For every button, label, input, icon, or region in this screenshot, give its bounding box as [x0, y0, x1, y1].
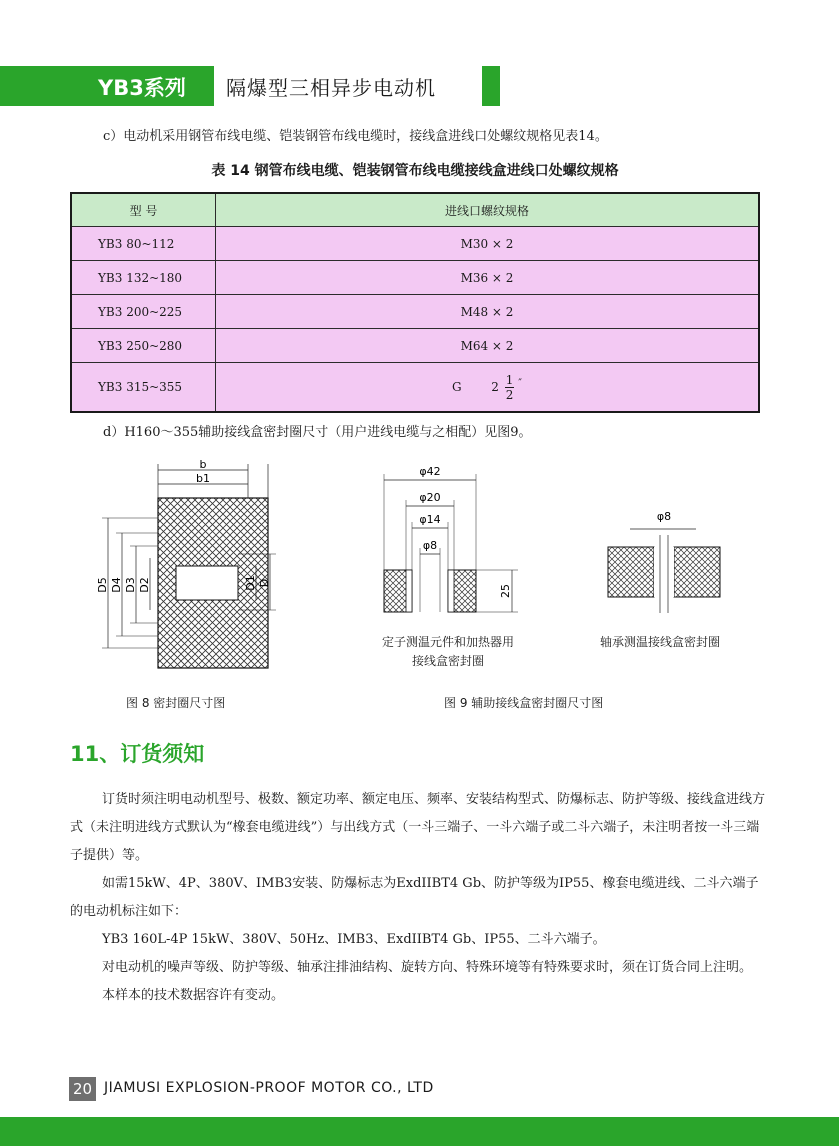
header-model: 型 号 — [71, 193, 216, 227]
table-row — [71, 329, 759, 363]
cell-model: YB3 80~112 — [71, 227, 216, 261]
cell-model: YB3 132~180 — [71, 261, 216, 295]
dim-height-25: 25 — [499, 584, 512, 598]
table-caption: 表 14 钢管布线电缆、铠装钢管布线电缆接线盒进线口处螺纹规格 — [211, 163, 619, 179]
cell-model: YB3 250~280 — [71, 329, 216, 363]
order-paragraph-4: 对电动机的噪声等级、防护等级、轴承注排油结构、旋转方向、特殊环境等有特殊要求时，须在订货合同上注明。 — [102, 960, 753, 975]
footer-company: JIAMUSI EXPLOSION-PROOF MOTOR CO., LTD — [104, 1080, 434, 1096]
page-number: 20 — [69, 1077, 96, 1101]
dim-d4: D4 — [110, 577, 123, 593]
dim-right-phi8: φ8 — [656, 510, 672, 523]
dim-phi20: φ20 — [419, 491, 441, 504]
spec-whole: 2 — [491, 379, 499, 394]
bearing-seal-left — [608, 547, 654, 597]
dim-d3: D3 — [124, 577, 137, 593]
section-title: 11、订货须知 — [70, 742, 205, 766]
table-header-row — [71, 193, 759, 227]
figure-8-caption: 图 8 密封圈尺寸图 — [126, 696, 226, 710]
footer-bar — [0, 1117, 839, 1146]
header-end-bar — [482, 66, 500, 106]
paragraph-d: d）H160～355辅助接线盒密封圈尺寸（用户进线电缆与之相配）见图9。 — [103, 425, 532, 440]
seal-inner-hole — [176, 566, 238, 600]
dim-b1: b1 — [196, 472, 210, 485]
order-paragraph-5: 本样本的技术数据容许有变动。 — [102, 988, 285, 1003]
figure-9-right-label: 轴承测温接线盒密封圈 — [599, 635, 720, 649]
figure-9-left-diagram — [372, 460, 532, 620]
dim-d1: D1 — [244, 575, 257, 591]
dim-d: D — [258, 578, 271, 588]
dim-phi42: φ42 — [419, 465, 441, 478]
figure-9-right-diagram — [600, 505, 730, 615]
spec-unit: ″ — [518, 377, 522, 389]
cell-model: YB3 200~225 — [71, 295, 216, 329]
order-paragraph-1: 订货时须注明电动机型号、极数、额定功率、额定电压、频率、安装结构型式、防爆标志、防护等级、接线盒进线方式（未注明进线方式默认为“橡套电缆进线”）与出线方式（一斗三端子、一斗六端子或二斗六端子，未注明者按一斗三端子提供）等。 — [70, 792, 766, 863]
spec-numerator: 1 — [505, 372, 514, 387]
cell-spec: M36 × 2 — [216, 261, 760, 295]
table-row — [71, 227, 759, 261]
dim-b: b — [199, 458, 207, 471]
dim-d5: D5 — [96, 577, 109, 593]
table-row — [71, 295, 759, 329]
thread-spec-table — [70, 192, 760, 413]
table-row — [71, 363, 759, 413]
page-header — [0, 66, 500, 106]
dim-phi14: φ14 — [419, 513, 441, 526]
header-spec: 进线口螺纹规格 — [216, 193, 760, 227]
cell-spec: M64 × 2 — [216, 329, 760, 363]
header-title: 隔爆型三相异步电动机 — [226, 76, 436, 100]
table-row — [71, 261, 759, 295]
cell-spec: M48 × 2 — [216, 295, 760, 329]
dim-d2: D2 — [138, 577, 151, 593]
order-paragraph-3: YB3 160L-4P 15kW、380V、50Hz、IMB3、ExdIIBT4 Gb、IP55、二斗六端子。 — [102, 932, 606, 947]
figure-9-left-label — [360, 633, 536, 671]
bearing-seal-right — [674, 547, 720, 597]
spec-denominator: 2 — [505, 387, 514, 402]
figure-9-left-label-line1: 定子测温元件和加热器用 — [381, 635, 514, 649]
figure-8-diagram — [90, 458, 290, 676]
figure-9-caption: 图 9 辅助接线盒密封圈尺寸图 — [444, 696, 604, 710]
cell-spec-fraction — [216, 363, 760, 413]
spec-prefix: G — [452, 379, 462, 394]
order-paragraph-2: 如需15kW、4P、380V、IMB3安装、防爆标志为ExdIIBT4 Gb、防护等级为IP55、橡套电缆进线、二斗六端子的电动机标注如下： — [70, 876, 759, 919]
paragraph-c: c）电动机采用钢管布线电缆、铠装钢管布线电缆时，接线盒进线口处螺纹规格见表14。 — [103, 129, 608, 144]
dim-phi8: φ8 — [422, 539, 438, 552]
cell-spec: M30 × 2 — [216, 227, 760, 261]
section-body — [70, 786, 770, 1010]
header-brand: YB3系列 — [98, 76, 186, 100]
figure-9-left-label-line2: 接线盒密封圈 — [411, 654, 484, 668]
cell-model: YB3 315~355 — [71, 363, 216, 413]
